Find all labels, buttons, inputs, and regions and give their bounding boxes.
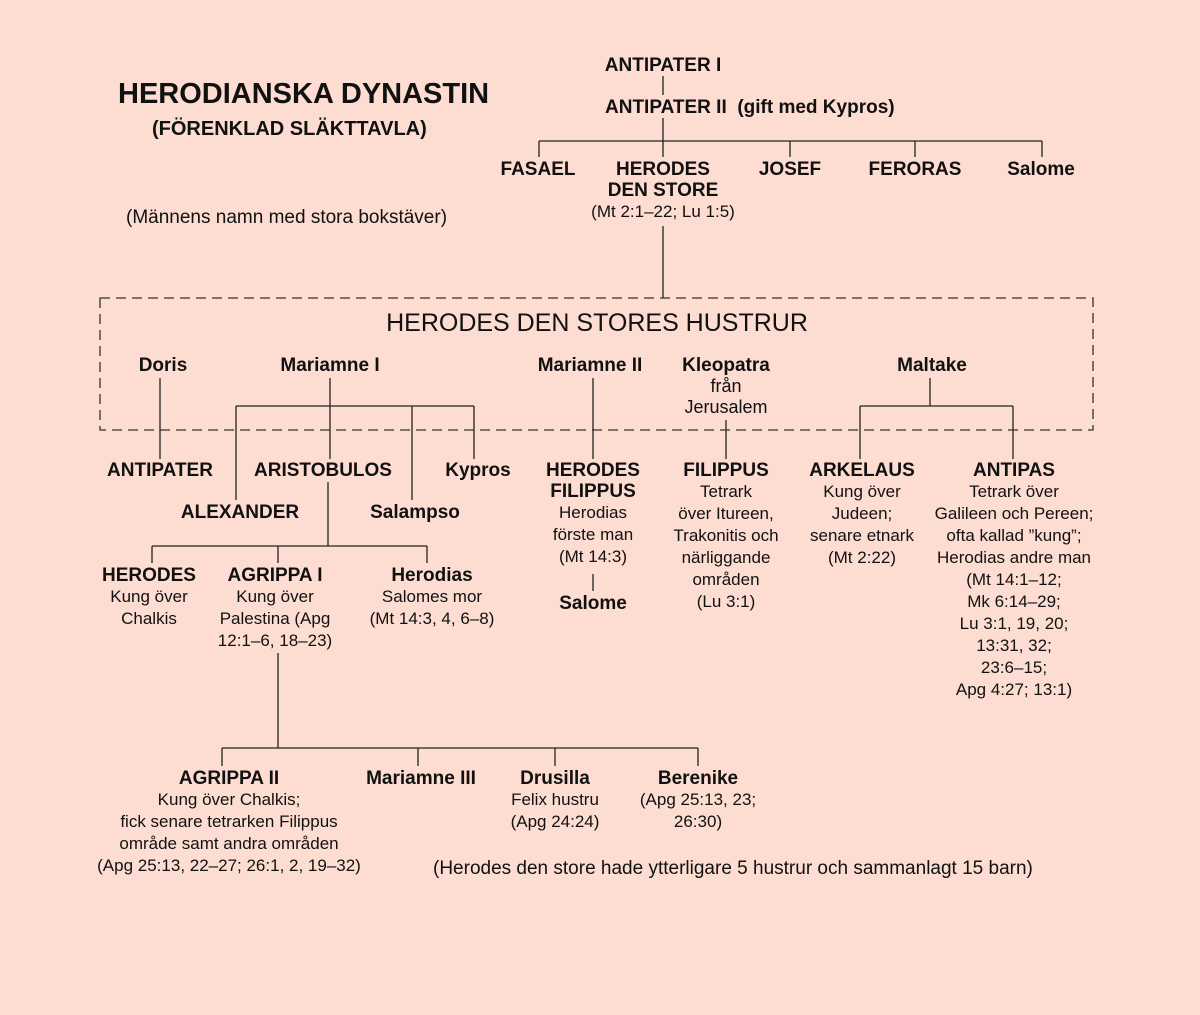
antipas-desc-2: Galileen och Pereen; <box>934 504 1094 523</box>
berenike-desc-1: (Apg 25:13, 23; <box>639 790 757 809</box>
filippus-desc-1: Tetrark <box>700 482 752 501</box>
drusilla-desc-1: Felix hustru <box>511 790 599 809</box>
child-antipater: ANTIPATER <box>107 460 213 481</box>
wives-box-title: HERODES DEN STORES HUSTRUR <box>386 309 808 337</box>
sibling-fasael: FASAEL <box>500 159 576 180</box>
herodes-den-store-name-2: DEN STORE <box>607 180 719 201</box>
agrippa-2-desc-2: fick senare tetrarken Filippus <box>120 812 338 831</box>
herodias-desc-1: Salomes mor <box>381 587 483 606</box>
diagram-title: HERODIANSKA DYNASTIN <box>118 78 490 110</box>
wife-doris: Doris <box>138 355 188 376</box>
agrippa-2-desc-4: (Apg 25:13, 22–27; 26:1, 2, 19–32) <box>97 856 361 875</box>
child-alexander: ALEXANDER <box>180 502 300 523</box>
footnote: (Herodes den store hade ytterligare 5 hustrur och sammanlagt 15 barn) <box>433 858 1033 879</box>
filippus-desc-6: (Lu 3:1) <box>696 592 756 611</box>
arkelaus-desc-1: Kung över <box>823 482 901 501</box>
herodes-den-store-ref: (Mt 2:1–22; Lu 1:5) <box>591 202 735 221</box>
herodes-filippus-desc-1: Herodias <box>558 503 628 522</box>
child-filippus <box>673 460 778 613</box>
sibling-herodes-den-store <box>591 159 735 223</box>
agrippa-2-desc-3: område samt andra områden <box>119 834 339 853</box>
herodes-filippus-name-1: HERODES <box>546 460 640 481</box>
berenike-name: Berenike <box>657 768 739 789</box>
antipater-2 <box>605 97 895 118</box>
grandchild-agrippa-1 <box>218 565 332 652</box>
child-salampso: Salampso <box>370 502 460 523</box>
antipas-desc-8: 13:31, 32; <box>976 636 1052 655</box>
grandchild-salome: Salome <box>559 593 627 614</box>
herodes-chalkis-desc-2: Chalkis <box>121 609 177 628</box>
wife-mariamne-1: Mariamne I <box>280 355 380 376</box>
wife-maltake: Maltake <box>897 355 967 376</box>
filippus-desc-4: närliggande <box>681 548 771 567</box>
antipas-desc-7: Lu 3:1, 19, 20; <box>959 614 1069 633</box>
agrippa-2-name: AGRIPPA II <box>178 768 280 789</box>
herodes-chalkis-name: HERODES <box>102 565 196 586</box>
filippus-name: FILIPPUS <box>683 460 769 481</box>
child-antipas <box>935 460 1094 701</box>
child-aristobulos: ARISTOBULOS <box>254 460 392 481</box>
drusilla-name: Drusilla <box>520 768 590 789</box>
arkelaus-desc-3: senare etnark <box>810 526 914 545</box>
mariamne-3-name: Mariamne III <box>366 768 476 789</box>
great-grandchild-drusilla <box>511 768 600 833</box>
kleopatra-jerusalem: Jerusalem <box>684 397 768 417</box>
sibling-josef: JOSEF <box>758 159 822 180</box>
arkelaus-name: ARKELAUS <box>809 460 915 481</box>
kleopatra-fran: från <box>710 376 742 396</box>
antipater-1: ANTIPATER I <box>604 55 722 76</box>
agrippa-1-desc-2: Palestina (Apg <box>219 609 331 628</box>
great-grandchild-mariamne-3 <box>366 768 476 789</box>
filippus-desc-2: över Itureen, <box>678 504 774 523</box>
kleopatra-name: Kleopatra <box>682 355 770 376</box>
herodes-chalkis-desc-1: Kung över <box>110 587 188 606</box>
arkelaus-desc-2: Judeen; <box>831 504 893 523</box>
antipas-desc-10: Apg 4:27; 13:1) <box>955 680 1073 699</box>
grandchild-herodes-chalkis <box>102 565 196 630</box>
sibling-salome: Salome <box>1007 159 1075 180</box>
child-herodes-filippus <box>546 460 640 568</box>
agrippa-2-desc-1: Kung över Chalkis; <box>157 790 301 809</box>
great-grandchild-berenike <box>640 768 756 833</box>
great-grandchild-agrippa-2 <box>97 768 361 877</box>
antipas-desc-4: Herodias andre man <box>936 548 1092 567</box>
antipas-desc-9: 23:6–15; <box>980 658 1048 677</box>
antipater-2-name: ANTIPATER II <box>605 97 727 118</box>
herodes-den-store-name-1: HERODES <box>616 159 710 180</box>
names-note: (Männens namn med stora bokstäver) <box>126 207 448 228</box>
filippus-desc-3: Trakonitis och <box>673 526 779 545</box>
agrippa-1-desc-1: Kung över <box>236 587 314 606</box>
drusilla-desc-2: (Apg 24:24) <box>510 812 600 831</box>
antipater-2-note: (gift med Kypros) <box>737 97 895 118</box>
child-kypros: Kypros <box>445 460 511 481</box>
antipas-name: ANTIPAS <box>973 460 1055 481</box>
herodes-filippus-name-2: FILIPPUS <box>550 481 636 502</box>
agrippa-1-name: AGRIPPA I <box>227 565 323 586</box>
antipas-desc-5: (Mt 14:1–12; <box>966 570 1062 589</box>
agrippa-1-desc-3: 12:1–6, 18–23) <box>217 631 333 650</box>
herodias-name: Herodias <box>391 565 473 586</box>
herodias-desc-2: (Mt 14:3, 4, 6–8) <box>369 609 495 628</box>
antipas-desc-3: ofta kallad ”kung”; <box>946 526 1082 545</box>
filippus-desc-5: områden <box>692 570 760 589</box>
child-arkelaus <box>809 460 915 569</box>
antipas-desc-6: Mk 6:14–29; <box>967 592 1061 611</box>
antipas-desc-1: Tetrark över <box>969 482 1059 501</box>
diagram-subtitle: (FÖRENKLAD SLÄKTTAVLA) <box>152 118 427 140</box>
sibling-feroras: FERORAS <box>868 159 962 180</box>
wife-mariamne-2: Mariamne II <box>537 355 643 376</box>
herodes-filippus-desc-3: (Mt 14:3) <box>558 547 628 566</box>
berenike-desc-2: 26:30) <box>673 812 723 831</box>
herodes-filippus-desc-2: förste man <box>552 525 634 544</box>
grandchild-herodias <box>370 565 495 630</box>
wife-kleopatra <box>682 355 770 418</box>
arkelaus-desc-4: (Mt 2:22) <box>827 548 897 567</box>
